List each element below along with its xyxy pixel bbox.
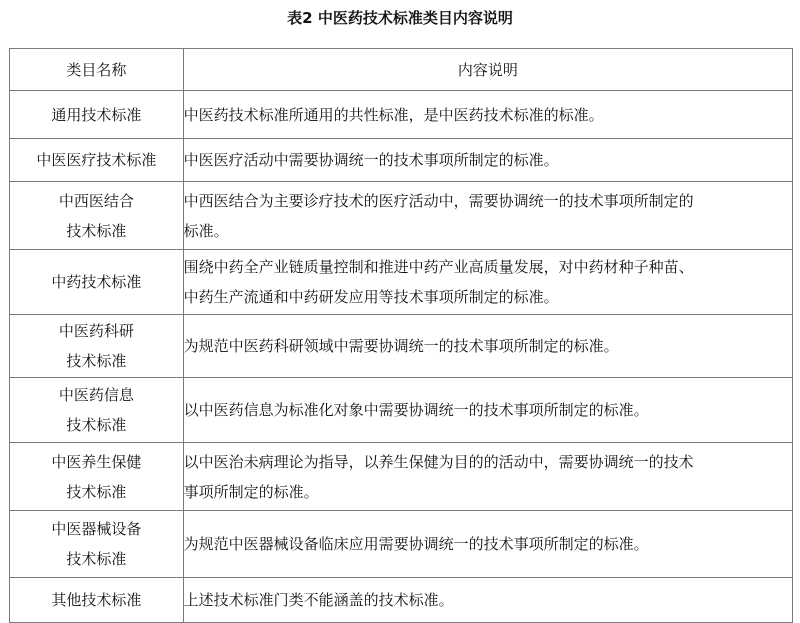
description-text: 以中医治未病理论为指导，以养生保健为目的的活动中，需要协调统一的技术	[183, 452, 694, 471]
category-text: 中医药信息	[58, 386, 134, 404]
description-text: 事项所制定的标准。	[183, 482, 319, 501]
description-text: 中西医结合为主要诊疗技术的医疗活动中，需要协调统一的技术事项所制定的	[183, 191, 694, 210]
table-row	[10, 315, 793, 378]
category-text: 中药技术标准	[51, 273, 142, 291]
category-cell	[10, 578, 184, 623]
category-text: 中西医结合	[58, 191, 134, 210]
description-cell	[183, 91, 792, 139]
category-cell	[10, 315, 184, 378]
category-text: 中医器械设备	[51, 520, 142, 538]
category-text: 中医药科研	[58, 322, 134, 340]
description-cell	[183, 578, 792, 623]
table-row	[10, 578, 793, 623]
category-text: 技术标准	[66, 352, 127, 370]
category-text: 中医养生保健	[51, 452, 142, 471]
description-text: 上述技术标准门类不能涵盖的技术标准。	[183, 591, 454, 609]
description-text: 中医药技术标准所通用的共性标准，是中医药技术标准的标准。	[183, 105, 604, 124]
description-text: 为规范中医药科研领域中需要协调统一的技术事项所制定的标准。	[183, 337, 619, 355]
category-text: 技术标准	[66, 221, 127, 240]
description-text: 围绕中药全产业链质量控制和推进中药产业高质量发展，对中药材种子种苗、	[183, 258, 694, 276]
description-cell	[183, 315, 792, 378]
category-text: 技术标准	[66, 416, 127, 434]
category-cell	[10, 182, 184, 250]
table-header-row	[10, 49, 793, 91]
table-row	[10, 378, 793, 443]
category-text: 技术标准	[66, 550, 127, 568]
category-cell	[10, 511, 184, 578]
category-cell	[10, 250, 184, 315]
header-description: 内容说明	[183, 49, 792, 91]
category-cell	[10, 378, 184, 443]
description-text: 以中医药信息为标准化对象中需要协调统一的技术事项所制定的标准。	[183, 401, 649, 419]
description-text: 中医医疗活动中需要协调统一的技术事项所制定的标准。	[183, 151, 559, 169]
category-cell	[10, 139, 184, 182]
category-text: 其他技术标准	[51, 591, 142, 609]
description-cell	[183, 139, 792, 182]
category-text: 中医医疗技术标准	[36, 151, 157, 169]
description-text: 标准。	[183, 221, 229, 240]
table-row	[10, 511, 793, 578]
description-cell	[183, 511, 792, 578]
table-row	[10, 139, 793, 182]
table-row	[10, 182, 793, 250]
standards-table	[9, 48, 793, 623]
category-text: 技术标准	[66, 482, 127, 501]
description-cell	[183, 443, 792, 511]
description-cell	[183, 250, 792, 315]
description-cell	[183, 182, 792, 250]
table-title: 表2 中医药技术标准类目内容说明	[287, 9, 513, 27]
category-text: 通用技术标准	[51, 105, 142, 124]
description-text: 为规范中医器械设备临床应用需要协调统一的技术事项所制定的标准。	[183, 535, 649, 553]
description-text: 中药生产流通和中药研发应用等技术事项所制定的标准。	[183, 288, 559, 306]
table-row	[10, 91, 793, 139]
category-cell	[10, 91, 184, 139]
header-category: 类目名称	[10, 49, 184, 91]
description-cell	[183, 378, 792, 443]
category-cell	[10, 443, 184, 511]
table-row	[10, 443, 793, 511]
table-row	[10, 250, 793, 315]
